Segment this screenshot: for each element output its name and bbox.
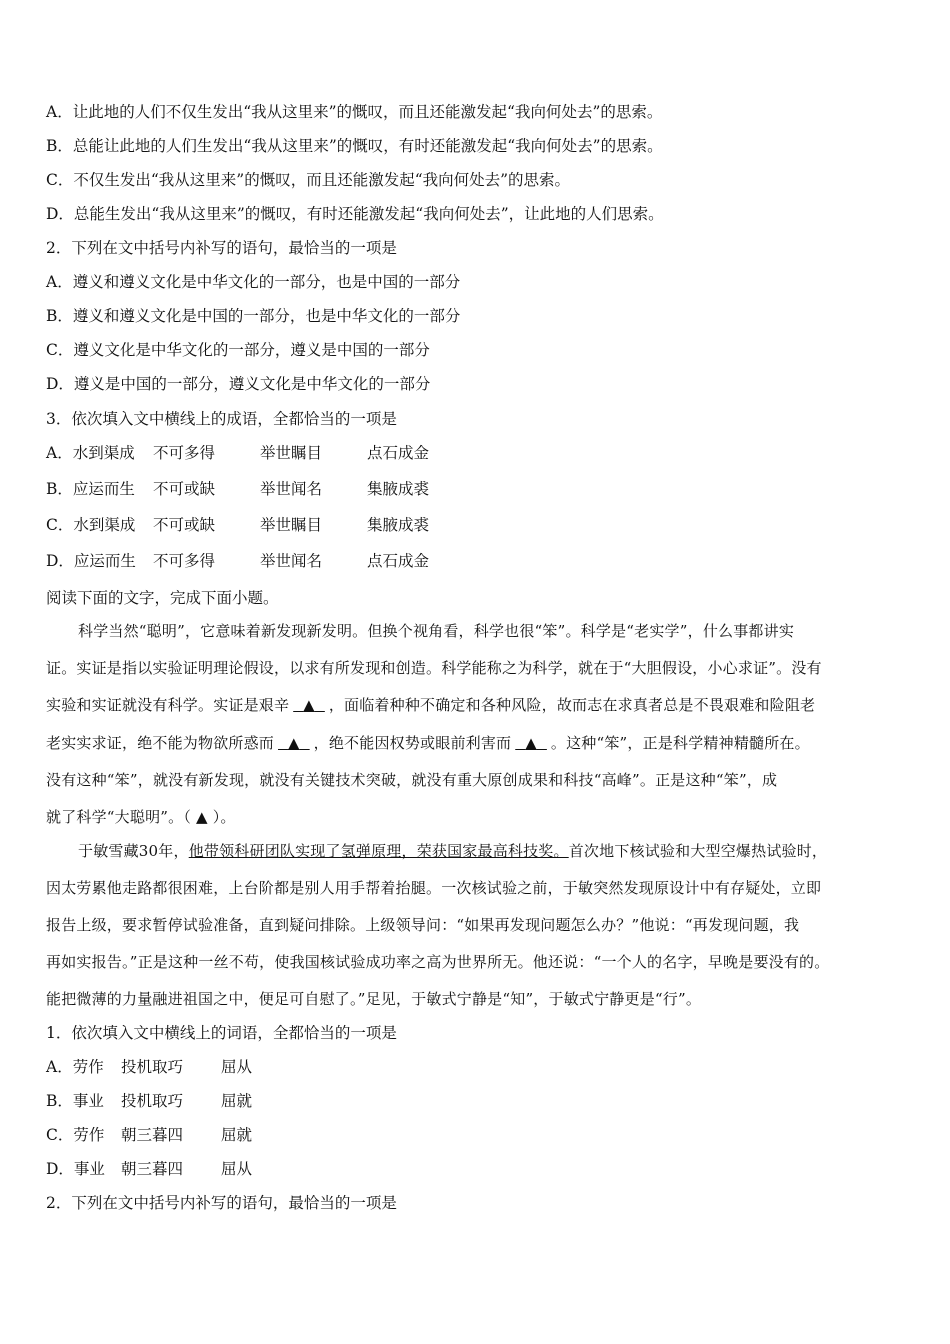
- passage1-line-5: 没有这种“笨”，就没有新发现，就没有关键技术突破，就没有重大原创成果和科技“高峰”。正是这种“笨”，成: [46, 771, 778, 789]
- reading-instruction: 阅读下面的文字，完成下面小题。: [46, 589, 279, 607]
- q1b-c-w1: C．劳作: [46, 1126, 105, 1144]
- q3-b-w2: 不可或缺: [153, 480, 216, 498]
- passage2-l1-a: 于敏雪藏30年，: [78, 842, 189, 860]
- q3-option-b: [46, 479, 429, 499]
- q1b-a-w3: 屈从: [221, 1058, 253, 1076]
- passage1-line-2: 证。实证是指以实验证明理论假设，以求有所发现和创造。科学能称之为科学，就在于“大胆假设，小心求证”。没有: [46, 659, 822, 677]
- passage1-l3-b: ，面临着种种不确定和各种风险，故而志在求真者总是不畏艰难和险阻老: [328, 696, 816, 714]
- q1b-b-w1: B．事业: [46, 1092, 104, 1110]
- q1b-c-w2: 朝三暮四: [121, 1126, 184, 1144]
- q1b-b-w3: 屈就: [221, 1092, 253, 1110]
- passage1-l4-b: ，绝不能因权势或眼前利害而: [313, 734, 512, 752]
- q1b-a-w2: 投机取巧: [121, 1058, 184, 1076]
- passage1-line-6: 就了科学“大聪明”。（ ▲ ）。: [46, 808, 236, 826]
- passage1-line-3: [46, 695, 815, 715]
- q3-d-w4: 点石成金: [367, 552, 430, 570]
- q3-a-w2: 不可多得: [153, 444, 216, 462]
- q3-c-w3: 举世瞩目: [260, 516, 323, 534]
- q2a-option-a: A．遵义和遵义文化是中华文化的一部分，也是中国的一部分: [46, 273, 461, 291]
- q2a-option-d: D．遵义是中国的一部分，遵义文化是中华文化的一部分: [46, 375, 431, 393]
- q3-a-w1: A．水到渠成: [46, 444, 135, 462]
- blank-3: [511, 734, 551, 752]
- q3-option-d: [46, 551, 429, 571]
- passage2-l1-b: 首次地下核试验和大型空爆热试验时，: [568, 842, 828, 860]
- q3-b-w4: 集腋成裘: [367, 480, 430, 498]
- q1b-option-d: [46, 1159, 252, 1179]
- q3-d-w2: 不可多得: [153, 552, 216, 570]
- q3-option-c: [46, 515, 429, 535]
- blank-3-mark: ▲: [525, 734, 537, 752]
- q3-d-w3: 举世闻名: [260, 552, 323, 570]
- blank-2-mark: ▲: [287, 734, 300, 752]
- q3-a-w4: 点石成金: [367, 444, 430, 462]
- q1b-option-c: [46, 1125, 252, 1145]
- q1b-a-w1: A．劳作: [46, 1058, 104, 1076]
- prev-option-d: D．总能生发出“我从这里来”的慨叹，有时还能激发起“我向何处去”，让此地的人们思索。: [46, 205, 664, 223]
- passage2-line-2: 因太劳累他走路都很困难，上台阶都是别人用手帮着抬腿。一次核试验之前，于敏突然发现原设计中有存疑处，立即: [46, 879, 822, 897]
- q1b-d-w2: 朝三暮四: [121, 1160, 184, 1178]
- q2b-stem: 2．下列在文中括号内补写的语句，最恰当的一项是: [46, 1194, 397, 1212]
- q2a-option-b: B．遵义和遵义文化是中国的一部分，也是中华文化的一部分: [46, 307, 461, 325]
- q1b-c-w3: 屈就: [221, 1126, 253, 1144]
- q3-c-w4: 集腋成裘: [367, 516, 430, 534]
- passage2-line-5: 能把微薄的力量融进祖国之中，便足可自慰了。”足见，于敏式宁静是“知”，于敏式宁静更是“行”。: [46, 990, 702, 1008]
- passage2-line-4: 再如实报告。”正是这种一丝不苟，使我国核试验成功率之高为世界所无。他还说：“一个人的名字，早晚是要没有的。: [46, 953, 830, 971]
- passage1-l4-a: 老实实求证，绝不能为物欲所惑而: [46, 734, 275, 752]
- prev-option-c: C．不仅生发出“我从这里来”的慨叹，而且还能激发起“我向何处去”的思索。: [46, 171, 571, 189]
- q3-a-w3: 举世瞩目: [260, 444, 323, 462]
- prev-option-b: B．总能让此地的人们生发出“我从这里来”的慨叹，有时还能激发起“我向何处去”的思索。: [46, 137, 663, 155]
- q1b-b-w2: 投机取巧: [121, 1092, 184, 1110]
- passage2-line-3: 报告上级，要求暂停试验准备，直到疑问排除。上级领导问：“如果再发现问题怎么办？”他说：“再发现问题，我: [46, 916, 800, 934]
- q1b-d-w1: D．事业: [46, 1160, 105, 1178]
- passage1-line-4: [46, 733, 810, 753]
- q3-stem: 3．依次填入文中横线上的成语，全都恰当的一项是: [46, 410, 397, 428]
- q3-d-w1: D．应运而生: [46, 552, 136, 570]
- passage1-line-1: 科学当然“聪明”，它意味着新发现新发明。但换个视角看，科学也很“笨”。科学是“老实学”，什么事都讲实: [78, 622, 795, 640]
- passage2-underlined-sentence: 他带领科研团队实现了氢弹原理，荣获国家最高科技奖。: [188, 842, 569, 860]
- q1b-stem: 1．依次填入文中横线上的词语，全都恰当的一项是: [46, 1024, 397, 1042]
- passage2-line-1: [78, 841, 827, 861]
- q2a-stem: 2．下列在文中括号内补写的语句，最恰当的一项是: [46, 239, 397, 257]
- q3-c-w2: 不可或缺: [153, 516, 216, 534]
- q3-b-w3: 举世闻名: [260, 480, 323, 498]
- q3-b-w1: B．应运而生: [46, 480, 135, 498]
- q3-option-a: [46, 443, 429, 463]
- blank-1: [289, 696, 329, 714]
- q3-c-w1: C．水到渠成: [46, 516, 136, 534]
- q1b-d-w3: 屈从: [221, 1160, 253, 1178]
- prev-option-a: A．让此地的人们不仅生发出“我从这里来”的慨叹，而且还能激发起“我向何处去”的思索。: [46, 103, 663, 121]
- passage1-l3-a: 实验和实证就没有科学。实证是艰辛: [46, 696, 290, 714]
- blank-2: [274, 734, 314, 752]
- q1b-option-b: [46, 1091, 252, 1111]
- q1b-option-a: [46, 1057, 252, 1077]
- blank-1-mark: ▲: [303, 696, 315, 714]
- passage1-l4-c: 。这种“笨”，正是科学精神精髓所在。: [550, 734, 810, 752]
- q2a-option-c: C．遵义文化是中华文化的一部分，遵义是中国的一部分: [46, 341, 430, 359]
